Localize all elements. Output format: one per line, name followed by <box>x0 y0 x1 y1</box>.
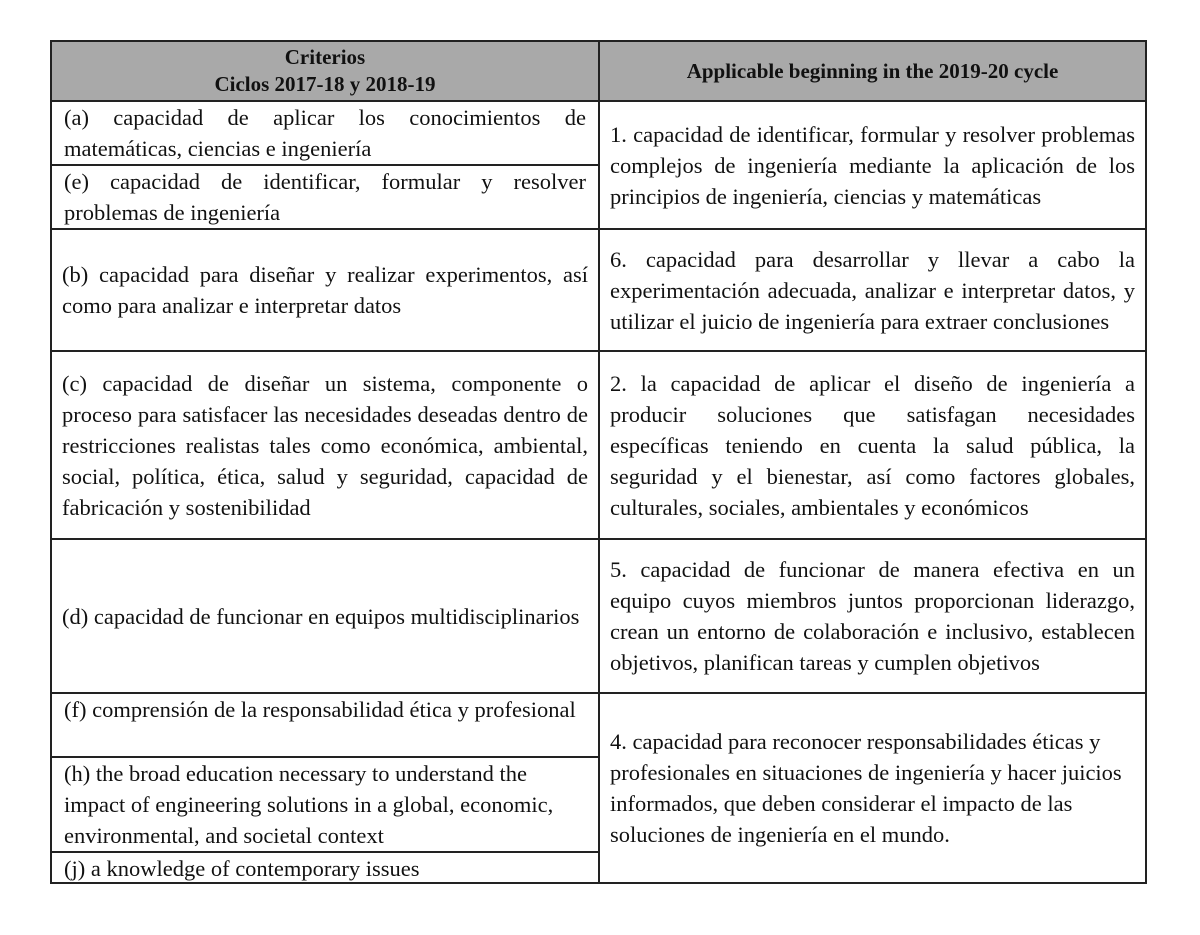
header-applicable: Applicable beginning in the 2019-20 cycle <box>599 41 1146 101</box>
header-row <box>51 41 1146 101</box>
criteria-comparison-table <box>50 40 1147 884</box>
outcome-5: 5. capacidad de funcionar de manera efectiva en un equipo cuyos miembros juntos proporcionan liderazgo, crean un entorno de colaboración e inclusivo, establecen objetivos, planifican tareas y cumplen objetivos <box>599 539 1146 693</box>
criterion-c: (c) capacidad de diseñar un sistema, componente o proceso para satisfacer las necesidades deseadas dentro de restricciones realistas tales como económica, ambiental, social, política, ética, salud y seguridad, capacidad de fabricación y sostenibilidad <box>51 351 599 539</box>
criterion-f: (f) comprensión de la responsabilidad ética y profesional <box>52 694 598 758</box>
criterion-d: (d) capacidad de funcionar en equipos multidisciplinarios <box>51 539 599 693</box>
criterion-e: (e) capacidad de identificar, formular y resolver problemas de ingeniería <box>64 169 586 225</box>
criterion-h: (h) the broad education necessary to understand the impact of engineering solutions in a global, economic, environmental, and societal context <box>52 758 598 853</box>
table-row <box>51 229 1146 351</box>
table-row <box>51 693 1146 883</box>
criterion-j: (j) a knowledge of contemporary issues <box>64 856 420 881</box>
header-criteria <box>51 41 599 101</box>
outcome-2: 2. la capacidad de aplicar el diseño de ingeniería a producir soluciones que satisfagan necesidades específicas teniendo en cuenta la salud pública, la seguridad y el bienestar, así como factores globales, culturales, sociales, ambientales y económicos <box>599 351 1146 539</box>
left-cell <box>51 101 599 229</box>
outcome-1: 1. capacidad de identificar, formular y resolver problemas complejos de ingeniería mediante la aplicación de los principios de ingeniería, ciencias y matemáticas <box>599 101 1146 229</box>
table-row <box>51 351 1146 539</box>
header-criteria-title: Criterios <box>284 45 366 69</box>
outcome-4: 4. capacidad para reconocer responsabilidades éticas y profesionales en situaciones de ingeniería y hacer juicios informados, que deben considerar el impacto de las soluciones de ingeniería en el mundo. <box>599 693 1146 883</box>
table-row <box>51 101 1146 229</box>
criterion-a: (a) capacidad de aplicar los conocimientos de matemáticas, ciencias e ingeniería <box>52 102 598 166</box>
outcome-6: 6. capacidad para desarrollar y llevar a cabo la experimentación adecuada, analizar e interpretar datos, y utilizar el juicio de ingeniería para extraer conclusiones <box>599 229 1146 351</box>
header-criteria-cycles: Ciclos 2017-18 y 2018-19 <box>214 72 436 96</box>
criterion-b: (b) capacidad para diseñar y realizar experimentos, así como para analizar e interpretar datos <box>51 229 599 351</box>
table-row <box>51 539 1146 693</box>
left-cell <box>51 693 599 883</box>
